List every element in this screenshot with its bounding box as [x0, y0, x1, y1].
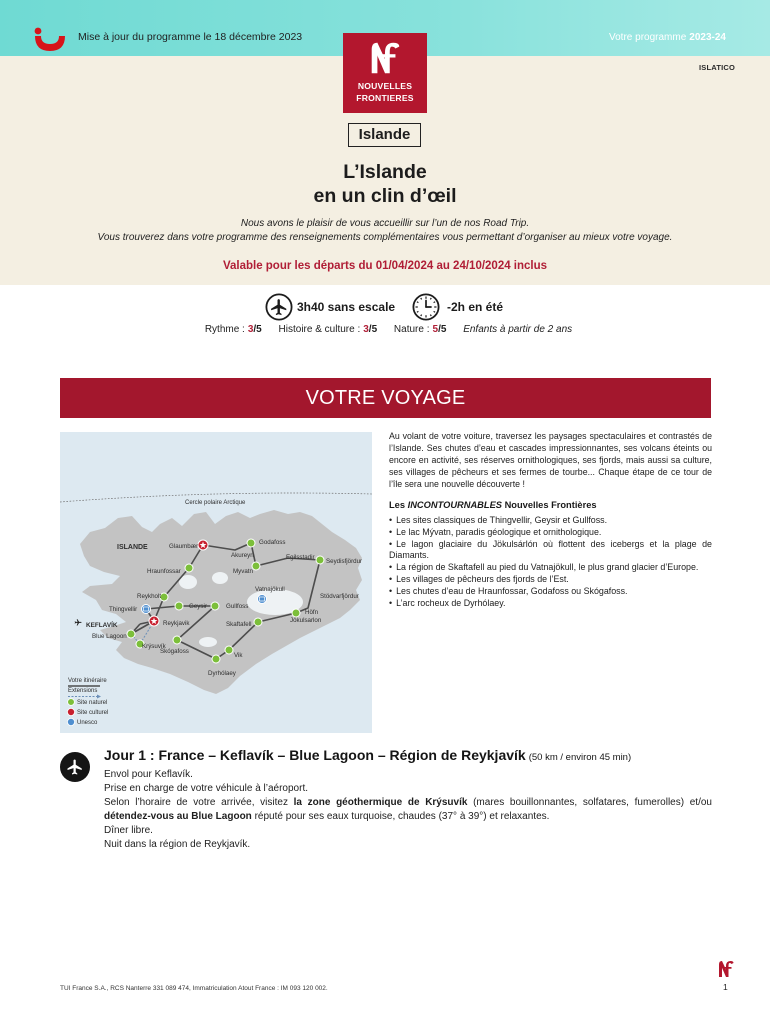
rating-scale: /5 [368, 324, 378, 335]
legend-extensions-label: Extensions [68, 688, 98, 694]
day1-line: Envol pour Keflavík. [104, 769, 193, 780]
map-label-godafoss: Godafoss [259, 539, 286, 546]
site-naturel-marker [254, 618, 262, 626]
programme-label-text: Votre programme [609, 32, 687, 43]
page-number: 1 [723, 982, 728, 992]
site-culturel-marker [198, 540, 208, 550]
overview-paragraph: Au volant de votre voiture, traversez les paysages spectaculaires et contrastés de l’Islande. Ses chutes d’eau et cascades impressionnantes, ses volcans éteints ou encore en activité, ses réserves ornithologiques, ses fjords, mais aussi sa culture, ses villages de pêcheurs et ses fermes de tourbe... Chaque étape de ce tour de l’île sera une nouvelle découverte ! [389, 431, 712, 489]
legend-site-naturel-marker [68, 699, 75, 706]
activity-highlight-krysuvik: la zone géothermique de Krýsuvík [293, 797, 468, 808]
site-naturel-marker [185, 564, 193, 572]
rating-nature [394, 324, 446, 335]
activity-text: réputé pour ses eaux turquoise, chaudes (37° à 39°) et relaxantes. [251, 811, 550, 822]
nf-monogram-icon [366, 39, 404, 77]
update-date-text: Mise à jour du programme le 18 décembre 2023 [78, 31, 303, 43]
map-label-skogafoss: Skógafoss [160, 648, 189, 655]
logo-text-line1: NOUVELLES [357, 81, 413, 91]
map-label-reykholt: Reykholt [137, 593, 162, 600]
day1-line: Nuit dans la région de Reykjavík. [104, 839, 251, 850]
intro-text [0, 217, 770, 245]
map-label-thingvellir: Thingvellir [109, 606, 138, 613]
site-naturel-marker [292, 609, 300, 617]
activity-highlight-blue-lagoon: détendez-vous au Blue Lagoon [104, 811, 252, 822]
highlights-title [389, 499, 712, 512]
site-naturel-marker [211, 602, 219, 610]
airport-plane-icon [75, 619, 82, 625]
map-label-vatnajokull: Vatnajökull [255, 586, 285, 593]
intro-text-line2: Vous trouverez dans votre programme des renseignements complémentaires vous permettant d’organiser au mieux votre voyage. [97, 232, 673, 243]
map-label-skaftafell: Skaftafell [226, 621, 252, 628]
map-label-keflavik: KEFLAVÍK [86, 622, 118, 629]
day1-title-text: Jour 1 : France – Keflavík – Blue Lagoon – Région de Reykjavík [104, 747, 526, 763]
list-item: • L’arc rocheux de Dyrhólaey. [389, 598, 712, 610]
country-tag: Islande [348, 123, 421, 147]
list-item: • La région de Skaftafell au pied du Vatnajökull, le plus grand glacier d’Europe. [389, 562, 712, 574]
day1-plane-icon [60, 752, 90, 782]
map-label-reykjavik: Reykjavik [163, 620, 190, 627]
site-naturel-marker [175, 602, 183, 610]
validity-dates: Valable pour les départs du 01/04/2024 au 24/10/2024 inclus [222, 260, 548, 272]
glacier-shape [199, 637, 217, 647]
map-label-country: ISLANDE [117, 544, 148, 551]
trip-overview [389, 430, 712, 609]
map-label-arctic-circle: Cercle polaire Arctique [185, 500, 246, 506]
rating-score: 3 [247, 324, 254, 335]
tui-logo-icon [33, 25, 67, 53]
legend-site-naturel-label: Site naturel [77, 700, 108, 707]
site-culturel-marker [149, 616, 159, 626]
map-label-krysuvik: Krýsuvík [142, 643, 166, 650]
rating-scale: /5 [438, 324, 447, 335]
rating-label: Histoire & culture : [278, 324, 361, 335]
itinerary-map [60, 432, 372, 733]
site-naturel-marker [173, 636, 181, 644]
page-title-line2: en un clin d’œil [313, 185, 457, 207]
legend-arrow-icon [97, 695, 101, 699]
iceland-land [80, 510, 362, 694]
map-label-hofn: Höfn [305, 609, 319, 616]
site-naturel-marker [252, 562, 260, 570]
list-item: • Les sites classiques de Thingvellir, Geysir et Gullfoss. [389, 515, 712, 527]
map-label-myvatn: Myvatn [233, 568, 253, 575]
itinerary-map-svg [60, 432, 372, 733]
programme-year: 2023-24 [689, 32, 726, 43]
legend-unesco-marker [67, 718, 74, 725]
list-item: • Les villages de pêcheurs des fjords de l’Est. [389, 574, 712, 586]
logo-text-line2: FRONTIERES [356, 93, 414, 103]
legend-site-culturel-label: Site culturel [77, 710, 109, 717]
highlights-title-emphasis: INCONTOURNABLES [407, 500, 502, 510]
map-label-akureyri: Akureyri [231, 552, 254, 559]
map-label-egilsstadir: Egilsstadir [286, 554, 315, 561]
highlights-title-before: Les [389, 500, 406, 510]
footer-legal: TUI France S.A., RCS Nanterre 331 089 474, Immatriculation Atout France : IM 093 120 002. [60, 985, 328, 992]
plane-icon [265, 293, 293, 321]
map-label-gullfoss: Gullfoss [226, 603, 249, 610]
site-naturel-marker [160, 593, 168, 601]
page-title-line1: L’Islande [343, 161, 427, 183]
legend-itinerary-label: Votre itinéraire [68, 678, 107, 684]
section-banner-votre-voyage: VOTRE VOYAGE [60, 378, 711, 418]
day1-distance: (50 km / environ 45 min) [528, 752, 632, 763]
map-label-seydisfjordur: Seydisfjördur [326, 558, 363, 565]
legend-site-culturel-marker [67, 708, 74, 715]
rating-score: 3 [363, 324, 369, 335]
site-naturel-marker [127, 630, 135, 638]
map-legend [67, 678, 108, 726]
list-item: • Les chutes d’eau de Hraunfossar, Godafoss ou Skógafoss. [389, 586, 712, 598]
day1-title [104, 746, 724, 767]
children-age-note: Enfants à partir de 2 ans [463, 324, 573, 335]
highlights-list [389, 515, 712, 609]
trip-ratings [0, 323, 770, 337]
map-label-vik: Vik [234, 652, 243, 659]
map-label-hraunfossar: Hraunfossar [147, 568, 181, 575]
day1-description [104, 768, 712, 852]
map-label-glaumbaer: Glaumbær [169, 543, 199, 550]
programme-label [609, 31, 726, 44]
time-difference: -2h en été [447, 300, 504, 314]
list-item: • Le lagon glaciaire du Jökulsárlón où flottent des icebergs et la plage de Diamants. [389, 539, 712, 563]
plane-icon [66, 758, 84, 776]
map-label-stodvarfjordur: Stödvarfjördur [320, 593, 359, 600]
rating-scale: /5 [253, 324, 262, 335]
glacier-shape [212, 572, 228, 584]
legend-unesco-label: Unesco [77, 720, 98, 727]
day1-activity [104, 796, 712, 824]
map-label-dyrholaey: Dyrhólaey [208, 670, 236, 677]
day1-line: Dîner libre. [104, 825, 153, 836]
day1-line: Prise en charge de votre véhicule à l’aéroport. [104, 783, 309, 794]
page-title [0, 160, 770, 208]
site-naturel-marker [212, 655, 220, 663]
nf-mini-logo-icon [716, 959, 736, 979]
flight-duration: 3h40 sans escale [297, 300, 396, 314]
site-naturel-marker [247, 539, 255, 547]
activity-text: (mares bouillonnantes, solfatares, fumerolles) et/ou [467, 797, 712, 808]
site-naturel-marker [225, 646, 233, 654]
unesco-marker [258, 595, 267, 604]
unesco-marker [142, 605, 151, 614]
site-naturel-marker [316, 556, 324, 564]
list-item: • Le lac Mývatn, paradis géologique et ornithologique. [389, 527, 712, 539]
programme-code: ISLATICO [699, 63, 736, 72]
map-label-geysir: Geysir [189, 603, 207, 610]
highlights-title-after: Nouvelles Frontières [504, 500, 597, 510]
nouvelles-frontieres-logo [343, 33, 427, 113]
rating-score: 5 [432, 324, 439, 335]
activity-text: Selon l’horaire de votre arrivée, visitez [104, 797, 294, 808]
rating-label: Nature : [393, 324, 430, 335]
rating-label: Rythme : [204, 324, 245, 335]
intro-text-line1: Nous avons le plaisir de vous accueillir sur l’un de nos Road Trip. [240, 218, 530, 229]
rating-histoire-culture [279, 324, 378, 335]
rating-rythme [205, 324, 262, 335]
map-label-blue-lagoon: Blue Lagoon [92, 633, 127, 640]
clock-icon [412, 293, 440, 321]
map-label-jokulsarlon: Jökulsarlon [290, 617, 322, 624]
